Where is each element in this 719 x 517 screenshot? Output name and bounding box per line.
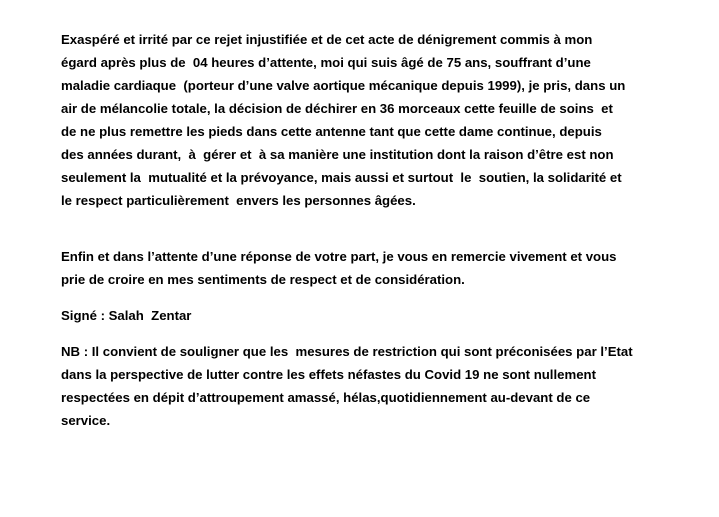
paragraph-nota-bene (61, 340, 671, 432)
text-line: air de mélancolie totale, la décision de déchirer en 36 morceaux cette feuille de soins et (61, 101, 613, 116)
text-line: NB : Il convient de souligner que les mesures de restriction qui sont préconisées par l’Etat (61, 344, 633, 359)
paragraph-closing (61, 245, 671, 291)
signature-line: Signé : Salah Zentar (61, 308, 192, 323)
text-line: prie de croire en mes sentiments de respect et de considération. (61, 272, 465, 287)
text-line: service. (61, 413, 111, 428)
text-line: maladie cardiaque (porteur d’une valve aortique mécanique depuis 1999), je pris, dans un (61, 78, 626, 93)
text-line: seulement la mutualité et la prévoyance, mais aussi et surtout le soutien, la solidarité et (61, 170, 622, 185)
text-line: respectées en dépit d’attroupement amassé, hélas,quotidiennement au-devant de ce (61, 390, 591, 405)
text-line: de ne plus remettre les pieds dans cette antenne tant que cette dame continue, depuis (61, 124, 602, 139)
text-line: Enfin et dans l’attente d’une réponse de votre part, je vous en remercie vivement et vous (61, 249, 617, 264)
text-line: dans la perspective de lutter contre les effets néfastes du Covid 19 ne sont nullement (61, 367, 596, 382)
text-line: le respect particulièrement envers les personnes âgées. (61, 193, 416, 208)
text-line: des années durant, à gérer et à sa manière une institution dont la raison d’être est non (61, 147, 614, 162)
text-line: Exaspéré et irrité par ce rejet injustifiée et de cet acte de dénigrement commis à mon (61, 32, 593, 47)
paragraph-complaint (61, 28, 671, 212)
text-line: égard après plus de 04 heures d’attente, moi qui suis âgé de 75 ans, souffrant d’une (61, 55, 591, 70)
signature (61, 304, 671, 327)
